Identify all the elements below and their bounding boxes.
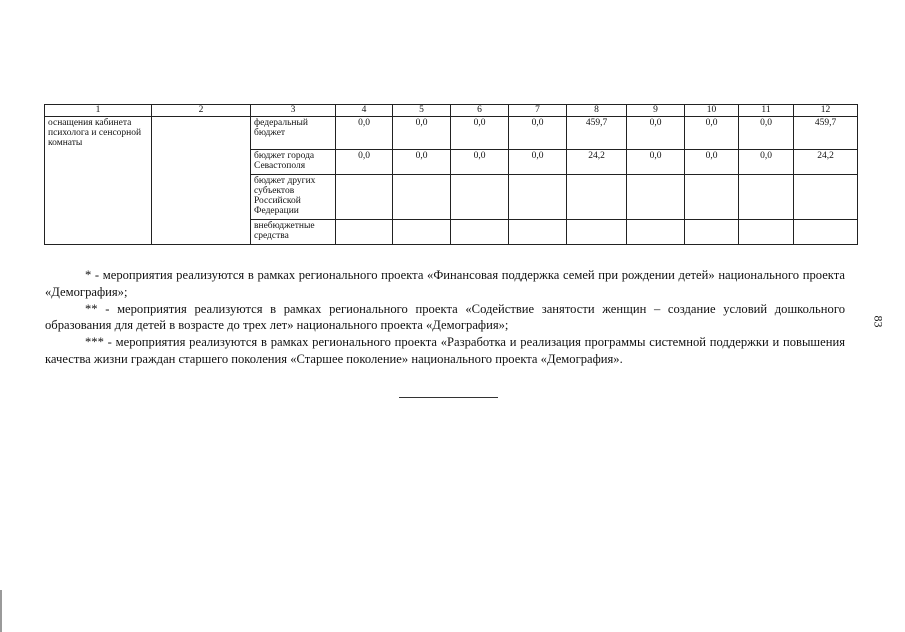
value-cell: 24,2 xyxy=(567,150,627,175)
column-header: 9 xyxy=(627,105,685,117)
value-cell xyxy=(451,220,509,245)
value-cell xyxy=(739,175,794,220)
value-cell xyxy=(685,220,739,245)
separator-line xyxy=(399,397,498,398)
value-cell: 0,0 xyxy=(393,150,451,175)
column-header: 11 xyxy=(739,105,794,117)
value-cell: 0,0 xyxy=(509,117,567,150)
value-cell xyxy=(451,175,509,220)
column-header: 4 xyxy=(336,105,393,117)
value-cell xyxy=(794,220,858,245)
value-cell xyxy=(393,175,451,220)
value-cell xyxy=(627,175,685,220)
value-cell: 0,0 xyxy=(627,117,685,150)
activity-cell: оснащения кабинета психолога и сенсорной комнаты xyxy=(45,117,152,245)
value-cell: 0,0 xyxy=(336,117,393,150)
table-row xyxy=(45,117,858,150)
value-cell: 24,2 xyxy=(794,150,858,175)
value-cell: 459,7 xyxy=(567,117,627,150)
value-cell xyxy=(794,175,858,220)
funding-source-cell: внебюджетные средства xyxy=(251,220,336,245)
value-cell xyxy=(739,220,794,245)
table-header-row xyxy=(45,105,858,117)
column-header: 5 xyxy=(393,105,451,117)
value-cell: 0,0 xyxy=(509,150,567,175)
value-cell xyxy=(509,220,567,245)
value-cell xyxy=(627,220,685,245)
column-header: 3 xyxy=(251,105,336,117)
column-header: 10 xyxy=(685,105,739,117)
column-header: 1 xyxy=(45,105,152,117)
footnotes xyxy=(45,267,845,368)
value-cell xyxy=(685,175,739,220)
value-cell: 0,0 xyxy=(739,150,794,175)
funding-source-cell: бюджет города Севастополя xyxy=(251,150,336,175)
value-cell: 0,0 xyxy=(451,117,509,150)
budget-table xyxy=(44,104,858,245)
column-header: 8 xyxy=(567,105,627,117)
value-cell xyxy=(509,175,567,220)
funding-source-cell: бюджет других субъектов Российской Федерации xyxy=(251,175,336,220)
column-header: 12 xyxy=(794,105,858,117)
value-cell xyxy=(336,220,393,245)
value-cell: 0,0 xyxy=(685,150,739,175)
value-cell: 0,0 xyxy=(685,117,739,150)
value-cell xyxy=(567,175,627,220)
footnote-1: * - мероприятия реализуются в рамках регионального проекта «Финансовая поддержка семей при рождении детей» национального проекта «Демография»; xyxy=(45,268,845,299)
column-header: 2 xyxy=(152,105,251,117)
value-cell xyxy=(336,175,393,220)
value-cell xyxy=(393,220,451,245)
footnote-3: *** - мероприятия реализуются в рамках регионального проекта «Разработка и реализация программы системной поддержки и повышения качества жизни граждан старшего поколения «Старшее поколение» национального проекта «Демография». xyxy=(45,335,845,366)
scan-edge-mark xyxy=(0,590,2,632)
value-cell xyxy=(567,220,627,245)
value-cell: 0,0 xyxy=(627,150,685,175)
page-number: 83 xyxy=(871,315,886,328)
empty-cell xyxy=(152,117,251,245)
value-cell: 0,0 xyxy=(451,150,509,175)
column-header: 6 xyxy=(451,105,509,117)
footnote-2: ** - мероприятия реализуются в рамках регионального проекта «Содействие занятости женщин – создание условий дошкольного образования для детей в возрасте до трех лет» национального проекта «Демография»; xyxy=(45,301,845,333)
value-cell: 459,7 xyxy=(794,117,858,150)
value-cell: 0,0 xyxy=(336,150,393,175)
value-cell: 0,0 xyxy=(393,117,451,150)
column-header: 7 xyxy=(509,105,567,117)
value-cell: 0,0 xyxy=(739,117,794,150)
funding-source-cell: федеральный бюджет xyxy=(251,117,336,150)
